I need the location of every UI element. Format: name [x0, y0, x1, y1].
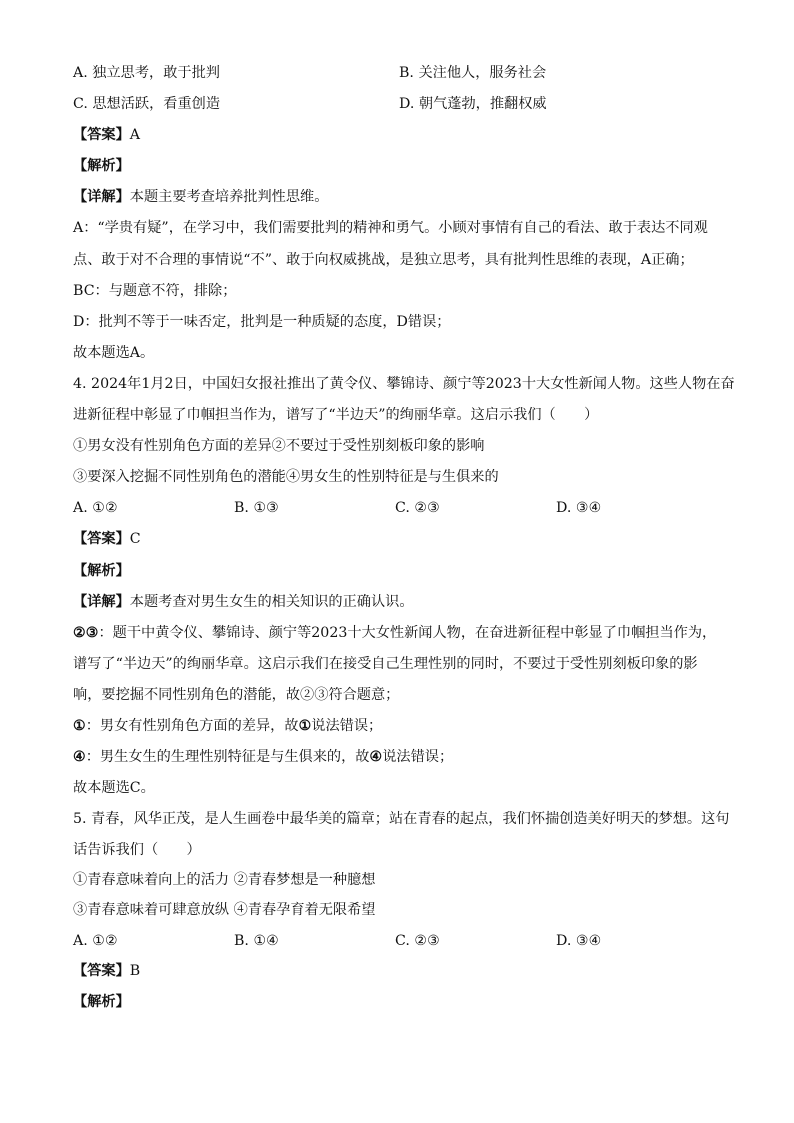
detail-text: ：男女有性别角色方面的差异，故: [85, 717, 299, 734]
statement-marker: ①: [298, 717, 312, 734]
detail-text: ：男生女生的生理性别特征是与生俱来的，故: [85, 749, 370, 766]
q3-options-row-1: [73, 58, 733, 89]
q4-options-row: [73, 493, 733, 524]
q3-detail-line-3: 点、敢于对不合理的事情说“不”、敢于向权威挑战，是独立思考，具有批判性思维的表现，A正确；: [73, 251, 694, 268]
q4-stem-line-1: 4. 2024年1月2日，中国妇女报社推出了黄令仪、攀锦诗、颜宁等2023十大女性新闻人物。这些人物在奋: [73, 375, 735, 392]
q3-detail-line-2: A：“学贵有疑”，在学习中，我们需要批判的精神和勇气。小顾对事情有自己的看法、敢于表达不同观: [73, 220, 708, 237]
q3-detail-line-4: BC：与题意不符，排除；: [73, 282, 237, 299]
q4-stem-line-2: 进新征程中彰显了巾帼担当作为，谱写了“半边天”的绚丽华章。这启示我们（ ）: [73, 407, 599, 424]
q5-analysis: [73, 987, 733, 1017]
analysis-tag: 【解析】: [73, 158, 130, 175]
q4-detail-line-1: [73, 587, 733, 618]
q3-analysis: [73, 151, 733, 182]
analysis-tag: 【解析】: [73, 993, 130, 1010]
statement-marker: ④: [73, 749, 86, 766]
detail-text: 本题考查对男生女生的相关知识的正确认识。: [129, 593, 414, 610]
q5-options-row: [73, 926, 733, 956]
q5-option-a: A. ①②: [73, 932, 118, 949]
q4-detail-p2: [73, 711, 733, 742]
answer-tag: 【答案】: [73, 531, 130, 548]
q4-option-a: A. ①②: [73, 500, 118, 517]
q4-detail-p1-line-2: 谱写了“半边天”的绚丽华章。这启示我们在接受自己生理性别的同时，不要过于受性别刻板印象的影: [73, 655, 698, 672]
q3-detail-line-1: [73, 182, 733, 213]
detail-text: 说法错误；: [311, 717, 383, 734]
detail-text: ：题干中黄令仪、攀锦诗、颜宁等2023十大女性新闻人物，在奋进新征程中彰显了巾帼担当作为，: [98, 624, 717, 641]
statement-marker: ④: [369, 749, 383, 766]
q5-option-d: D. ③④: [556, 932, 602, 949]
q5-option-b: B. ①④: [234, 932, 279, 949]
q5-option-c: C. ②③: [395, 932, 440, 949]
q3-detail-line-5: D：批判不等于一味否定，批判是一种质疑的态度，D错误；: [73, 313, 451, 330]
q3-answer: [73, 120, 733, 151]
q5-statements-line-1: ①青春意味着向上的活力 ②青春梦想是一种臆想: [73, 872, 376, 889]
document-page: [73, 58, 733, 1017]
q5-statements-line-2: ③青春意味着可肆意放纵 ④青春孕育着无限希望: [73, 902, 376, 919]
q4-detail-p1-line-3: 响，要挖掘不同性别角色的潜能，故②③符合题意；: [73, 686, 400, 703]
answer-tag: 【答案】: [73, 127, 130, 144]
q3-option-a: A. 独立思考，敢于批判: [73, 65, 220, 81]
q4-statements-line-2: ③要深入挖掘不同性别角色的潜能④男女生的性别特征是与生俱来的: [73, 469, 499, 486]
q4-detail-p3: [73, 742, 733, 773]
answer-value: B: [129, 963, 141, 980]
q4-option-d: D. ③④: [556, 500, 602, 517]
analysis-tag: 【解析】: [73, 562, 130, 579]
q3-option-c: C. 思想活跃，看重创造: [73, 96, 221, 113]
q4-detail-p1-line-1: [73, 618, 733, 649]
answer-tag: 【答案】: [73, 963, 130, 980]
answer-value: C: [129, 531, 141, 548]
detail-tag: 【详解】: [73, 593, 130, 610]
q3-options-row-2: [73, 89, 733, 120]
q4-conclusion: 故本题选C。: [73, 780, 155, 797]
q4-option-b: B. ①③: [234, 500, 279, 517]
q3-conclusion: 故本题选A。: [73, 344, 155, 361]
q4-analysis: [73, 556, 733, 587]
q4-option-c: C. ②③: [395, 500, 440, 517]
statement-marker: ①: [73, 717, 86, 734]
q5-answer: [73, 956, 733, 986]
detail-text: 说法错误；: [382, 749, 454, 766]
q4-answer: [73, 524, 733, 555]
detail-text: 本题主要考查培养批判性思维。: [129, 189, 329, 206]
q3-option-d: D. 朝气蓬勃，推翻权威: [399, 96, 547, 113]
answer-value: A: [129, 127, 141, 144]
q4-statements-line-1: ①男女没有性别角色方面的差异②不要过于受性别刻板印象的影响: [73, 438, 485, 455]
detail-tag: 【详解】: [73, 189, 130, 206]
statement-marker: ②③: [73, 624, 99, 641]
q3-option-b: B. 关注他人，服务社会: [399, 65, 547, 81]
q5-stem-line-2: 话告诉我们（ ）: [73, 841, 201, 858]
q5-stem-line-1: 5. 青春，风华正茂，是人生画卷中最华美的篇章；站在青春的起点，我们怀揣创造美好明天的梦想。这句: [73, 811, 730, 828]
